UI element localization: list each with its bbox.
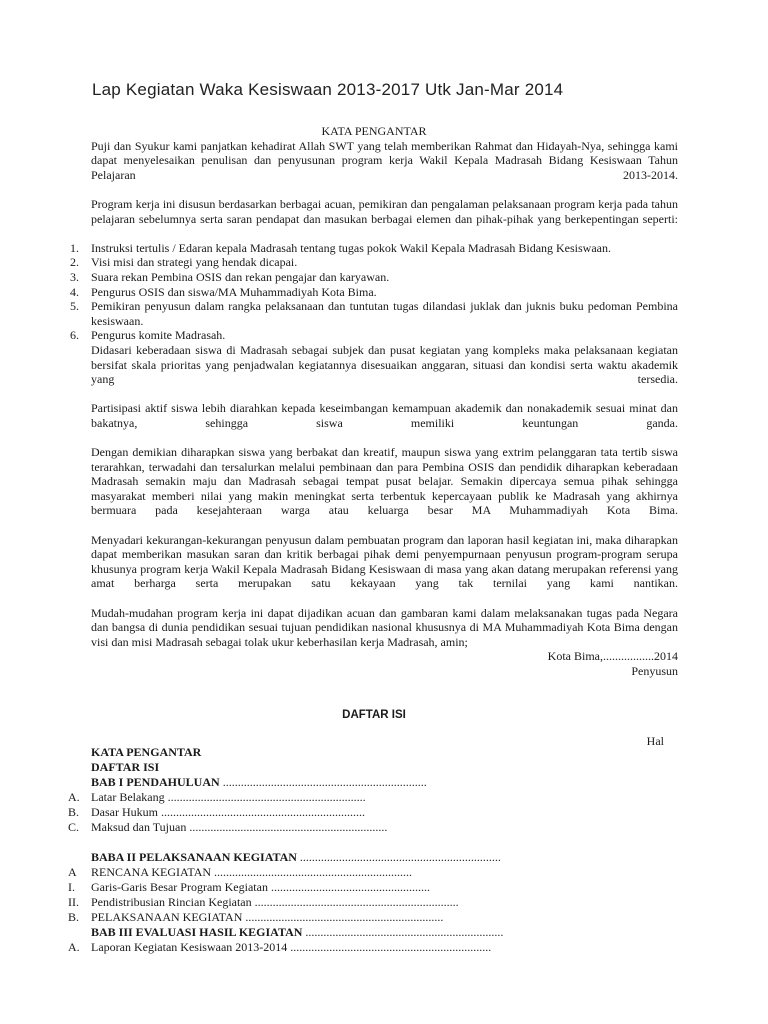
list-number: 2. xyxy=(70,255,79,270)
source-list xyxy=(70,241,678,343)
toc-entry-marker: I. xyxy=(68,880,75,894)
toc-entry-text: KATA PENGANTAR xyxy=(91,745,202,759)
body-paragraph-3: Dengan demikian diharapkan siswa yang berbakat dan kreatif, maupun siswa yang extrim pelanggaran tata tertib siswa terarahkan, terwadahi dan tersalurkan melalui pembinaan dan para Pembina OSIS dan pendidik diharapkan keberadaan Madrasah semakin maju dan Madrasah sebagai tempat pusat belajar. Semakin dipercaya semua pihak sehingga masyarakat memberi nilai yang makin meningkat serta terbentuk kepercayaan publik ke Madrasah yang akhirnya bermuara pada kesejahteraan warga atau keluarga besar MA Muhammadiyah Kota Bima. xyxy=(91,445,678,518)
toc-entry-leader-dots: .................................................................... xyxy=(219,775,427,789)
list-number: 3. xyxy=(70,269,79,284)
toc-entry-text: Laporan Kegiatan Kesiswaan 2013-2014 xyxy=(91,940,288,954)
toc-entry-leader-dots: .................................................................. xyxy=(242,910,444,924)
toc-entry-text: Maksud dan Tujuan xyxy=(91,820,187,834)
body-paragraph-5: Mudah-mudahan program kerja ini dapat dijadikan acuan dan gambaran kami dalam melaksanakan tugas pada Negara dan bangsa di dunia pendidikan sesuai tujuan pendidikan nasional khususnya di MA Muhammadiyah Kota Bima dengan visi dan misi Madrasah sebagai tolak ukur keberhasilan kerja Madrasah, amin; xyxy=(91,605,678,649)
table-of-contents xyxy=(68,708,680,955)
list-text: Pemikiran penyusun dalam rangka pelaksanaan dan tuntutan tugas dilandasi juklak dan juknis buku pedoman Pembina kesiswaan. xyxy=(91,299,678,328)
toc-entry-marker: A. xyxy=(68,940,80,954)
toc-entry-leader-dots: .................................................................... xyxy=(157,805,365,819)
list-text: Visi misi dan strategi yang hendak dicapai. xyxy=(91,255,298,270)
body-paragraph-1: Didasari keberadaan siswa di Madrasah sebagai subjek dan pusat kegiatan yang kompleks maka pelaksanaan kegiatan bersifat skala prioritas yang penjadwalan kegiatannya disesuaikan anggaran, situasi dan kondisi serta waktu akademik yang tersedia. xyxy=(91,342,678,387)
list-number: 4. xyxy=(70,284,79,299)
list-number: 6. xyxy=(70,328,79,343)
toc-entry-text: Pendistribusian Rincian Kegiatan xyxy=(91,895,252,909)
intro-paragraph-1: Puji dan Syukur kami panjatkan kehadirat Allah SWT yang telah memberikan Rahmat dan Hidayah-Nya, sehingga kami dapat menyelesaikan penulisan dan penyusunan program kerja Wakil Kepala Madrasah Bidang Kesiswaan Tahun Pelajaran 2013-2014. xyxy=(91,138,678,182)
toc-entry-text: BABA II PELAKSANAAN KEGIATAN xyxy=(91,850,297,864)
list-text: Pengurus OSIS dan siswa/MA Muhammadiyah Kota Bima. xyxy=(91,284,377,299)
toc-entry xyxy=(68,880,680,895)
toc-entry xyxy=(68,745,680,760)
toc-entry xyxy=(68,790,680,805)
toc-entry-text: Latar Belakang xyxy=(91,790,165,804)
list-item xyxy=(70,299,678,328)
toc-entry-leader-dots: ................................................................... xyxy=(296,850,501,864)
toc-entry xyxy=(68,910,680,925)
toc-entry xyxy=(68,865,680,880)
list-text: Instruksi tertulis / Edaran kepala Madrasah tentang tugas pokok Wakil Kepala Madrasah Bidang Kesiswaan. xyxy=(91,240,612,255)
toc-entry-text: PELAKSANAAN KEGIATAN xyxy=(91,910,243,924)
list-item xyxy=(70,285,678,300)
toc-title: DAFTAR ISI xyxy=(342,709,406,721)
toc-entry-text: Garis-Garis Besar Program Kegiatan xyxy=(91,880,268,894)
list-item xyxy=(70,255,678,270)
toc-entry xyxy=(68,760,680,775)
body-paragraph-2: Partisipasi aktif siswa lebih diarahkan kepada keseimbangan kemampuan akademik dan nonakademik sesuai minat dan bakatnya, sehingga siswa memiliki keuntungan ganda. xyxy=(91,401,678,430)
toc-entry-text: BAB I PENDAHULUAN xyxy=(91,775,220,789)
toc-entry-marker: II. xyxy=(68,895,79,909)
signature-place-date: Kota Bima,.................2014 xyxy=(547,649,678,664)
toc-entry-text: Dasar Hukum xyxy=(91,805,158,819)
list-number: 5. xyxy=(70,299,79,314)
document-body xyxy=(70,124,678,679)
toc-entry-leader-dots: .................................................................. xyxy=(186,820,388,834)
toc-entry-leader-dots: ..................................................... xyxy=(267,880,430,894)
list-item xyxy=(70,241,678,256)
toc-entry-marker: A xyxy=(68,865,77,879)
body-paragraph-4: Menyadari kekurangan-kekurangan penyusun dalam pembuatan program dan laporan hasil kegiatan ini, maka diharapkan dapat memberikan masukan saran dan kritik berbagai pihak demi penyempurnaan penyusun program-program serupa khusunya program kerja Wakil Kepala Madrasah Bidang Kesiswaan di masa yang akan datang merupakan referensi yang amat berharga serta merupakan satu kekayaan yang tak ternilai yang kami nantikan. xyxy=(91,532,678,591)
toc-entry xyxy=(68,820,680,835)
toc-page-column-label: Hal xyxy=(646,734,664,748)
toc-entry xyxy=(68,925,680,940)
toc-entry-leader-dots: .................................................................. xyxy=(302,925,504,939)
toc-entry xyxy=(68,835,680,850)
list-text: Pengurus komite Madrasah. xyxy=(91,328,226,343)
intro-paragraph-2: Program kerja ini disusun berdasarkan berbagai acuan, pemikiran dan pengalaman pelaksanaan program kerja pada tahun pelajaran sebelumnya serta saran pendapat dan masukan berbagai elemen dan pihak-pihak yang berkepentingan seperti: xyxy=(91,196,678,226)
toc-entry xyxy=(68,940,680,955)
signature-role: Penyusun xyxy=(631,663,678,678)
toc-rows xyxy=(68,745,680,955)
list-number: 1. xyxy=(70,240,79,255)
toc-entry xyxy=(68,805,680,820)
toc-entry-leader-dots: .................................................................. xyxy=(211,865,413,879)
toc-entry-marker: A. xyxy=(68,790,80,804)
list-item xyxy=(70,328,678,343)
toc-entry xyxy=(68,895,680,910)
toc-entry-marker: C. xyxy=(68,820,80,834)
toc-entry-text: RENCANA KEGIATAN xyxy=(91,865,212,879)
page-title: Lap Kegiatan Waka Kesiswaan 2013-2017 Utk Jan-Mar 2014 xyxy=(92,80,564,99)
toc-entry-text: BAB III EVALUASI HASIL KEGIATAN xyxy=(91,925,303,939)
toc-entry xyxy=(68,775,680,790)
toc-entry-text: DAFTAR ISI xyxy=(91,760,160,774)
toc-entry-leader-dots: .................................................................. xyxy=(164,790,366,804)
list-item xyxy=(70,270,678,285)
list-text: Suara rekan Pembina OSIS dan rekan pengajar dan karyawan. xyxy=(91,269,390,284)
toc-entry-leader-dots: .................................................................... xyxy=(251,895,459,909)
section-heading: KATA PENGANTAR xyxy=(321,124,427,138)
toc-entry-leader-dots: ................................................................... xyxy=(287,940,492,954)
toc-entry-marker: B. xyxy=(68,805,80,819)
toc-entry xyxy=(68,850,680,865)
toc-entry-marker: B. xyxy=(68,910,80,924)
